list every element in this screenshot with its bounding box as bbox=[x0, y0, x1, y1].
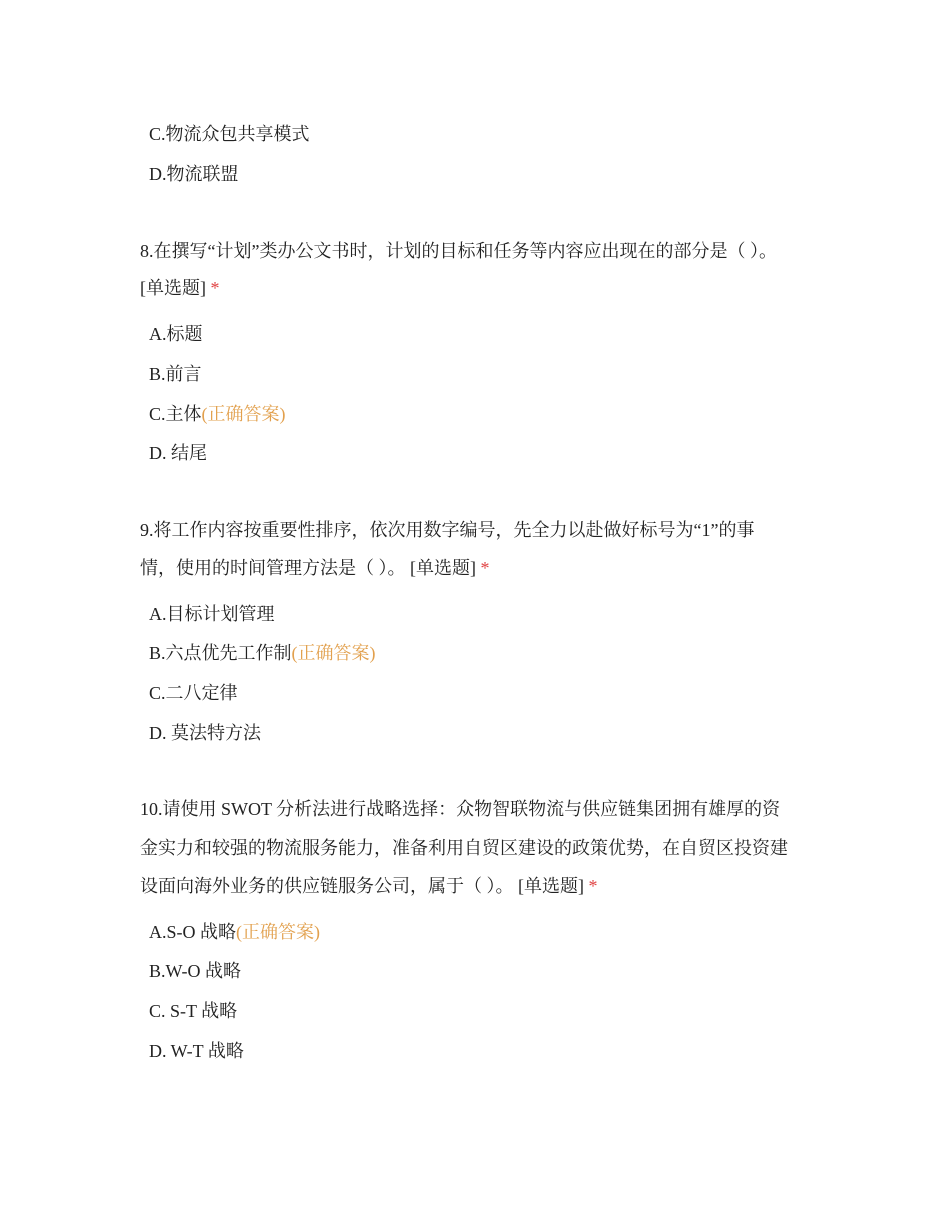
q10-correct-answer-label: (正确答案) bbox=[236, 922, 321, 942]
q8-option-a: A.标题 bbox=[149, 324, 203, 344]
q8-question-line-1: 8.在撰写“计划”类办公文书时，计划的目标和任务等内容应出现在的部分是（ ）。 bbox=[140, 241, 777, 261]
q9-question-line-2-text: 情，使用的时间管理方法是（ ）。 [单选题] bbox=[140, 558, 476, 578]
q10-question-line-2: 金实力和较强的物流服务能力，准备利用自贸区建设的政策优势，在自贸区投资建 bbox=[140, 838, 788, 858]
q8-question-type: [单选题] bbox=[140, 278, 206, 298]
q10-option-a bbox=[149, 921, 320, 943]
q7-option-d: D.物流联盟 bbox=[149, 164, 239, 184]
q9-correct-answer-label: (正确答案) bbox=[291, 643, 376, 663]
q10-option-b: B.W-O 战略 bbox=[149, 961, 241, 981]
q8-option-b: B.前言 bbox=[149, 364, 202, 384]
q7-option-c: C.物流众包共享模式 bbox=[149, 124, 310, 144]
q8-option-c-text: C.主体 bbox=[149, 404, 202, 424]
q9-option-a: A.目标计划管理 bbox=[149, 604, 275, 624]
q8-correct-answer-label: (正确答案) bbox=[201, 404, 286, 424]
q10-option-c: C. S-T 战略 bbox=[149, 1001, 238, 1021]
q10-question-line-1: 10.请使用 SWOT 分析法进行战略选择：众物智联物流与供应链集团拥有雄厚的资 bbox=[140, 799, 781, 819]
q9-option-c: C.二八定律 bbox=[149, 683, 238, 703]
q9-question-line-1: 9.将工作内容按重要性排序，依次用数字编号，先全力以赴做好标号为“1”的事 bbox=[140, 520, 755, 540]
q9-question-line-2 bbox=[140, 557, 490, 579]
q9-required-mark: * bbox=[480, 558, 490, 578]
q9-option-b bbox=[149, 642, 376, 664]
q8-option-d: D. 结尾 bbox=[149, 443, 207, 463]
q10-required-mark: * bbox=[588, 876, 598, 896]
q8-required-mark: * bbox=[210, 278, 220, 298]
q8-question-line-2 bbox=[140, 277, 220, 299]
q10-option-d: D. W-T 战略 bbox=[149, 1041, 244, 1061]
q10-option-a-text: A.S-O 战略 bbox=[149, 922, 237, 942]
q10-question-line-3 bbox=[140, 875, 598, 897]
q8-option-c bbox=[149, 403, 286, 425]
q9-option-d: D. 莫法特方法 bbox=[149, 723, 261, 743]
q9-option-b-text: B.六点优先工作制 bbox=[149, 643, 292, 663]
q10-question-line-3-text: 设面向海外业务的供应链服务公司，属于（ ）。 [单选题] bbox=[140, 876, 584, 896]
